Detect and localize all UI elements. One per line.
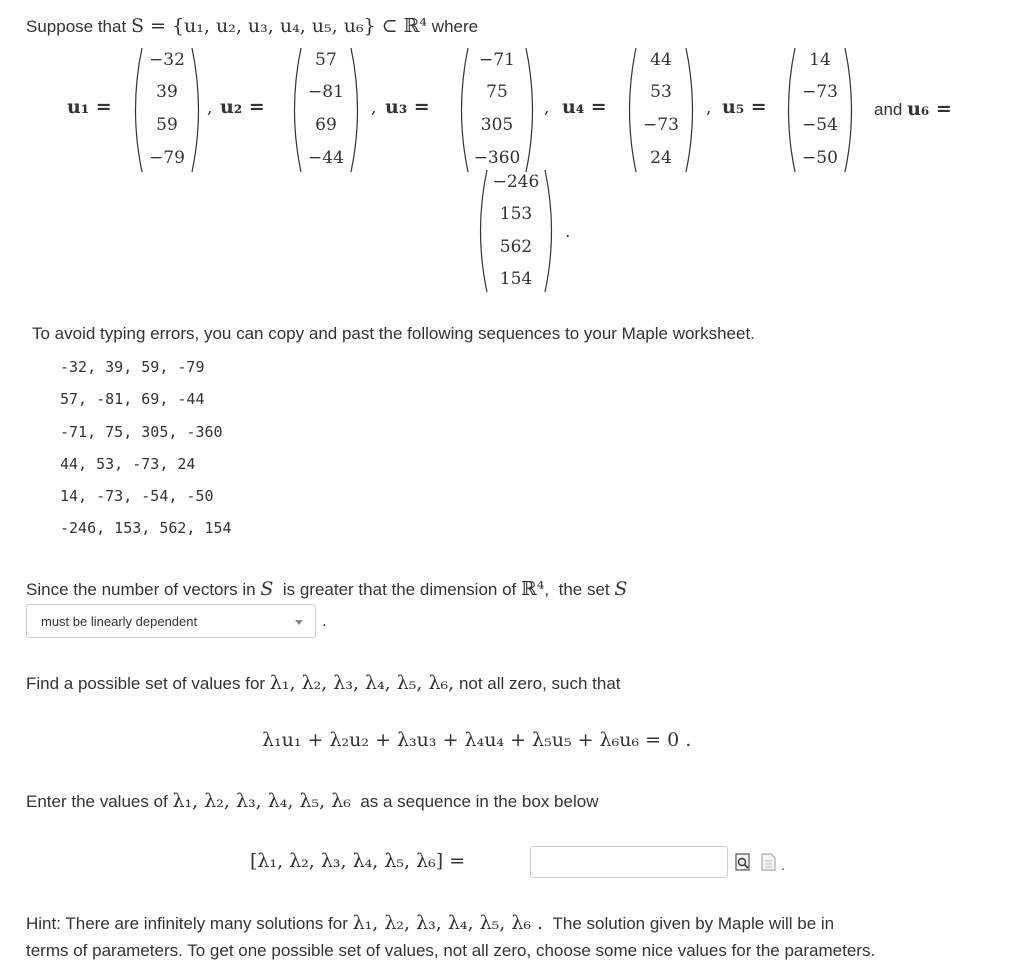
find-sentence — [26, 672, 621, 694]
u6-entry-1: −246 — [492, 172, 540, 192]
dropdown-selected-value: must be linearly dependent — [41, 614, 198, 629]
copy-note: To avoid typing errors, you can copy and past the following sequences to your Maple worksheet. — [32, 324, 755, 343]
u2-vector — [285, 45, 367, 175]
u1-entry-2: 39 — [156, 82, 178, 102]
u5-entry-3: −54 — [802, 115, 838, 135]
and-text: and — [874, 100, 903, 119]
dependence-sentence — [26, 578, 627, 600]
u6-entry-4: 154 — [499, 269, 533, 289]
u5-vector — [779, 45, 861, 175]
u2-entry-4: −44 — [308, 148, 344, 168]
s-symbol-2: S — [614, 578, 628, 600]
intro-prefix: Suppose that — [26, 17, 127, 36]
u3-label: u₃ = — [385, 96, 430, 118]
u4-vector — [620, 45, 702, 175]
u1-entry-1: −32 — [149, 50, 185, 70]
sequence-u3[interactable]: -71, 75, 305, -360 — [60, 423, 223, 441]
u6-entry-3: 562 — [499, 237, 533, 257]
u4-entry-1: 44 — [650, 50, 672, 70]
hint-line-2: terms of parameters. To get one possible set of values, not all zero, choose some nice values for the parameters. — [26, 941, 876, 960]
u6-label: u₆ = — [907, 98, 952, 120]
u4-entry-3: −73 — [643, 115, 679, 135]
linear-combination-equation: λ₁u₁ + λ₂u₂ + λ₃u₃ + λ₄u₄ + λ₅u₅ + λ₆u₆ = 0 . — [262, 729, 692, 751]
u6-separator: . — [565, 222, 571, 242]
syntax-help-icon[interactable] — [761, 853, 777, 871]
u3-separator: , — [544, 98, 550, 118]
u5-entry-4: −50 — [802, 148, 838, 168]
dropdown-period: . — [322, 611, 327, 630]
u5-entry-2: −73 — [802, 82, 838, 102]
sequence-u5[interactable]: 14, -73, -54, -50 — [60, 487, 214, 505]
dependence-prefix: Since the number of vectors in — [26, 580, 256, 599]
enter-suffix: as a sequence in the box below — [360, 792, 599, 811]
u2-label: u₂ = — [220, 96, 265, 118]
u4-label: u₄ = — [562, 96, 607, 118]
sequence-u4[interactable]: 44, 53, -73, 24 — [60, 455, 196, 473]
hint-middle: The solution given by Maple will be in — [552, 914, 835, 933]
u4-separator: , — [706, 98, 712, 118]
u6-vector — [471, 167, 561, 295]
u2-entry-2: −81 — [308, 82, 344, 102]
answer-input[interactable] — [530, 846, 728, 878]
hint-line-1 — [26, 912, 834, 934]
dependence-comma: , — [544, 580, 550, 599]
sequence-u1[interactable]: -32, 39, 59, -79 — [60, 358, 205, 376]
chevron-down-icon — [295, 620, 303, 625]
hint-prefix: Hint: There are infinitely many solutions for — [26, 914, 348, 933]
u2-separator: , — [371, 98, 377, 118]
enter-sentence — [26, 790, 598, 812]
sequence-u6[interactable]: -246, 153, 562, 154 — [60, 519, 232, 537]
u1-vector — [126, 45, 208, 175]
r4-symbol: ℝ⁴ — [521, 578, 545, 600]
enter-lambdas: λ₁, λ₂, λ₃, λ₄, λ₅, λ₆ — [172, 790, 351, 812]
enter-prefix: Enter the values of — [26, 792, 168, 811]
answer-trailing-period: . — [781, 857, 785, 873]
sequence-u2[interactable]: 57, -81, 69, -44 — [60, 390, 205, 408]
u6-entry-2: 153 — [499, 204, 533, 224]
hint-lambdas: λ₁, λ₂, λ₃, λ₄, λ₅, λ₆ . — [352, 912, 544, 934]
u4-entry-2: 53 — [650, 82, 672, 102]
u4-entry-4: 24 — [650, 148, 672, 168]
u3-entry-1: −71 — [479, 50, 515, 70]
find-prefix: Find a possible set of values for — [26, 674, 266, 693]
find-lambdas: λ₁, λ₂, λ₃, λ₄, λ₅, λ₆, — [269, 672, 455, 694]
intro-suffix: where — [431, 17, 479, 36]
dependence-middle: is greater that the dimension of — [282, 580, 517, 599]
u2-entry-3: 69 — [315, 115, 337, 135]
u3-entry-4: −360 — [473, 148, 521, 168]
find-suffix: not all zero, such that — [458, 674, 621, 693]
u1-separator: , — [207, 98, 213, 118]
u5-label: u₅ = — [722, 96, 767, 118]
intro-line — [26, 15, 478, 37]
u1-entry-4: −79 — [149, 148, 185, 168]
answer-label: [λ₁, λ₂, λ₃, λ₄, λ₅, λ₆] = — [250, 850, 466, 872]
dependence-dropdown[interactable] — [26, 604, 316, 638]
u3-vector — [452, 45, 542, 175]
u1-label: u₁ = — [67, 96, 112, 118]
u1-entry-3: 59 — [156, 115, 178, 135]
u2-entry-1: 57 — [315, 50, 337, 70]
u3-entry-2: 75 — [486, 82, 508, 102]
u5-entry-1: 14 — [809, 50, 831, 70]
dependence-suffix: the set — [558, 580, 610, 599]
u3-entry-3: 305 — [480, 115, 514, 135]
preview-icon[interactable] — [735, 853, 751, 871]
set-expression: S = {u₁, u₂, u₃, u₄, u₅, u₆} ⊂ ℝ⁴ — [130, 15, 428, 37]
s-symbol: S — [260, 578, 274, 600]
